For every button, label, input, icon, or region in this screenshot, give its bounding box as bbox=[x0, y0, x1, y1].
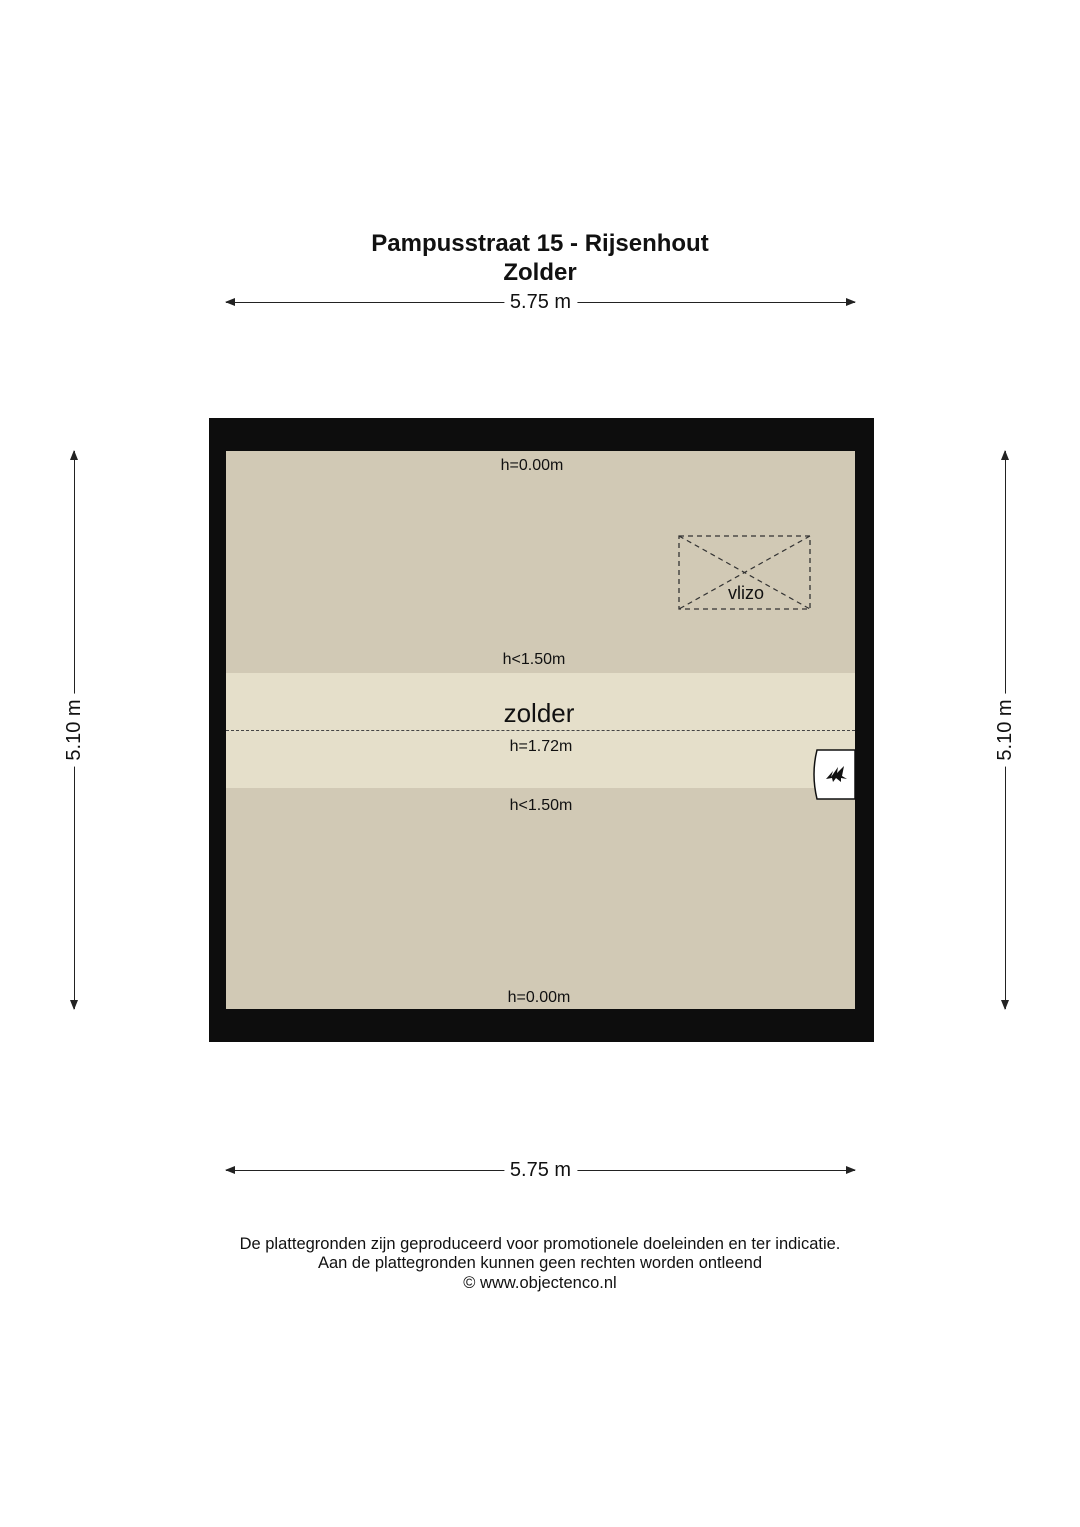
height-label-top: h=0.00m bbox=[500, 457, 564, 474]
height-label-ridge: h=1.72m bbox=[509, 738, 573, 755]
room-name: zolder bbox=[503, 698, 575, 728]
arrow-down-icon bbox=[70, 1000, 78, 1010]
height-label-lower-slope: h<1.50m bbox=[509, 797, 573, 814]
right-height-label: 5.10 m bbox=[994, 693, 1016, 766]
left-height-dimension bbox=[64, 451, 84, 1009]
fireplace-icon bbox=[811, 749, 855, 800]
copyright-line: © www.objectenco.nl bbox=[463, 1274, 617, 1292]
attic-hatch-label: vlizo bbox=[727, 583, 765, 603]
top-width-label: 5.75 m bbox=[504, 291, 577, 313]
bottom-width-dimension bbox=[226, 1160, 855, 1180]
bottom-width-label: 5.75 m bbox=[504, 1159, 577, 1181]
arrow-left-icon bbox=[225, 298, 235, 306]
arrow-right-icon bbox=[846, 298, 856, 306]
arrow-up-icon bbox=[70, 450, 78, 460]
floor-name: Zolder bbox=[503, 259, 577, 286]
arrow-right-icon bbox=[846, 1166, 856, 1174]
right-height-dimension bbox=[995, 451, 1015, 1009]
arrow-down-icon bbox=[1001, 1000, 1009, 1010]
arrow-left-icon bbox=[225, 1166, 235, 1174]
top-width-dimension bbox=[226, 292, 855, 312]
ridge-line bbox=[226, 730, 855, 731]
height-label-bottom: h=0.00m bbox=[507, 989, 571, 1006]
left-height-label: 5.10 m bbox=[63, 693, 85, 766]
disclaimer-line-2: Aan de plattegronden kunnen geen rechten worden ontleend bbox=[317, 1254, 763, 1272]
disclaimer-line-1: De plattegronden zijn geproduceerd voor promotionele doeleinden en ter indicatie. bbox=[239, 1235, 841, 1253]
arrow-up-icon bbox=[1001, 450, 1009, 460]
height-label-upper-slope: h<1.50m bbox=[502, 651, 566, 668]
plan-title: Pampusstraat 15 - Rijsenhout bbox=[371, 230, 709, 257]
